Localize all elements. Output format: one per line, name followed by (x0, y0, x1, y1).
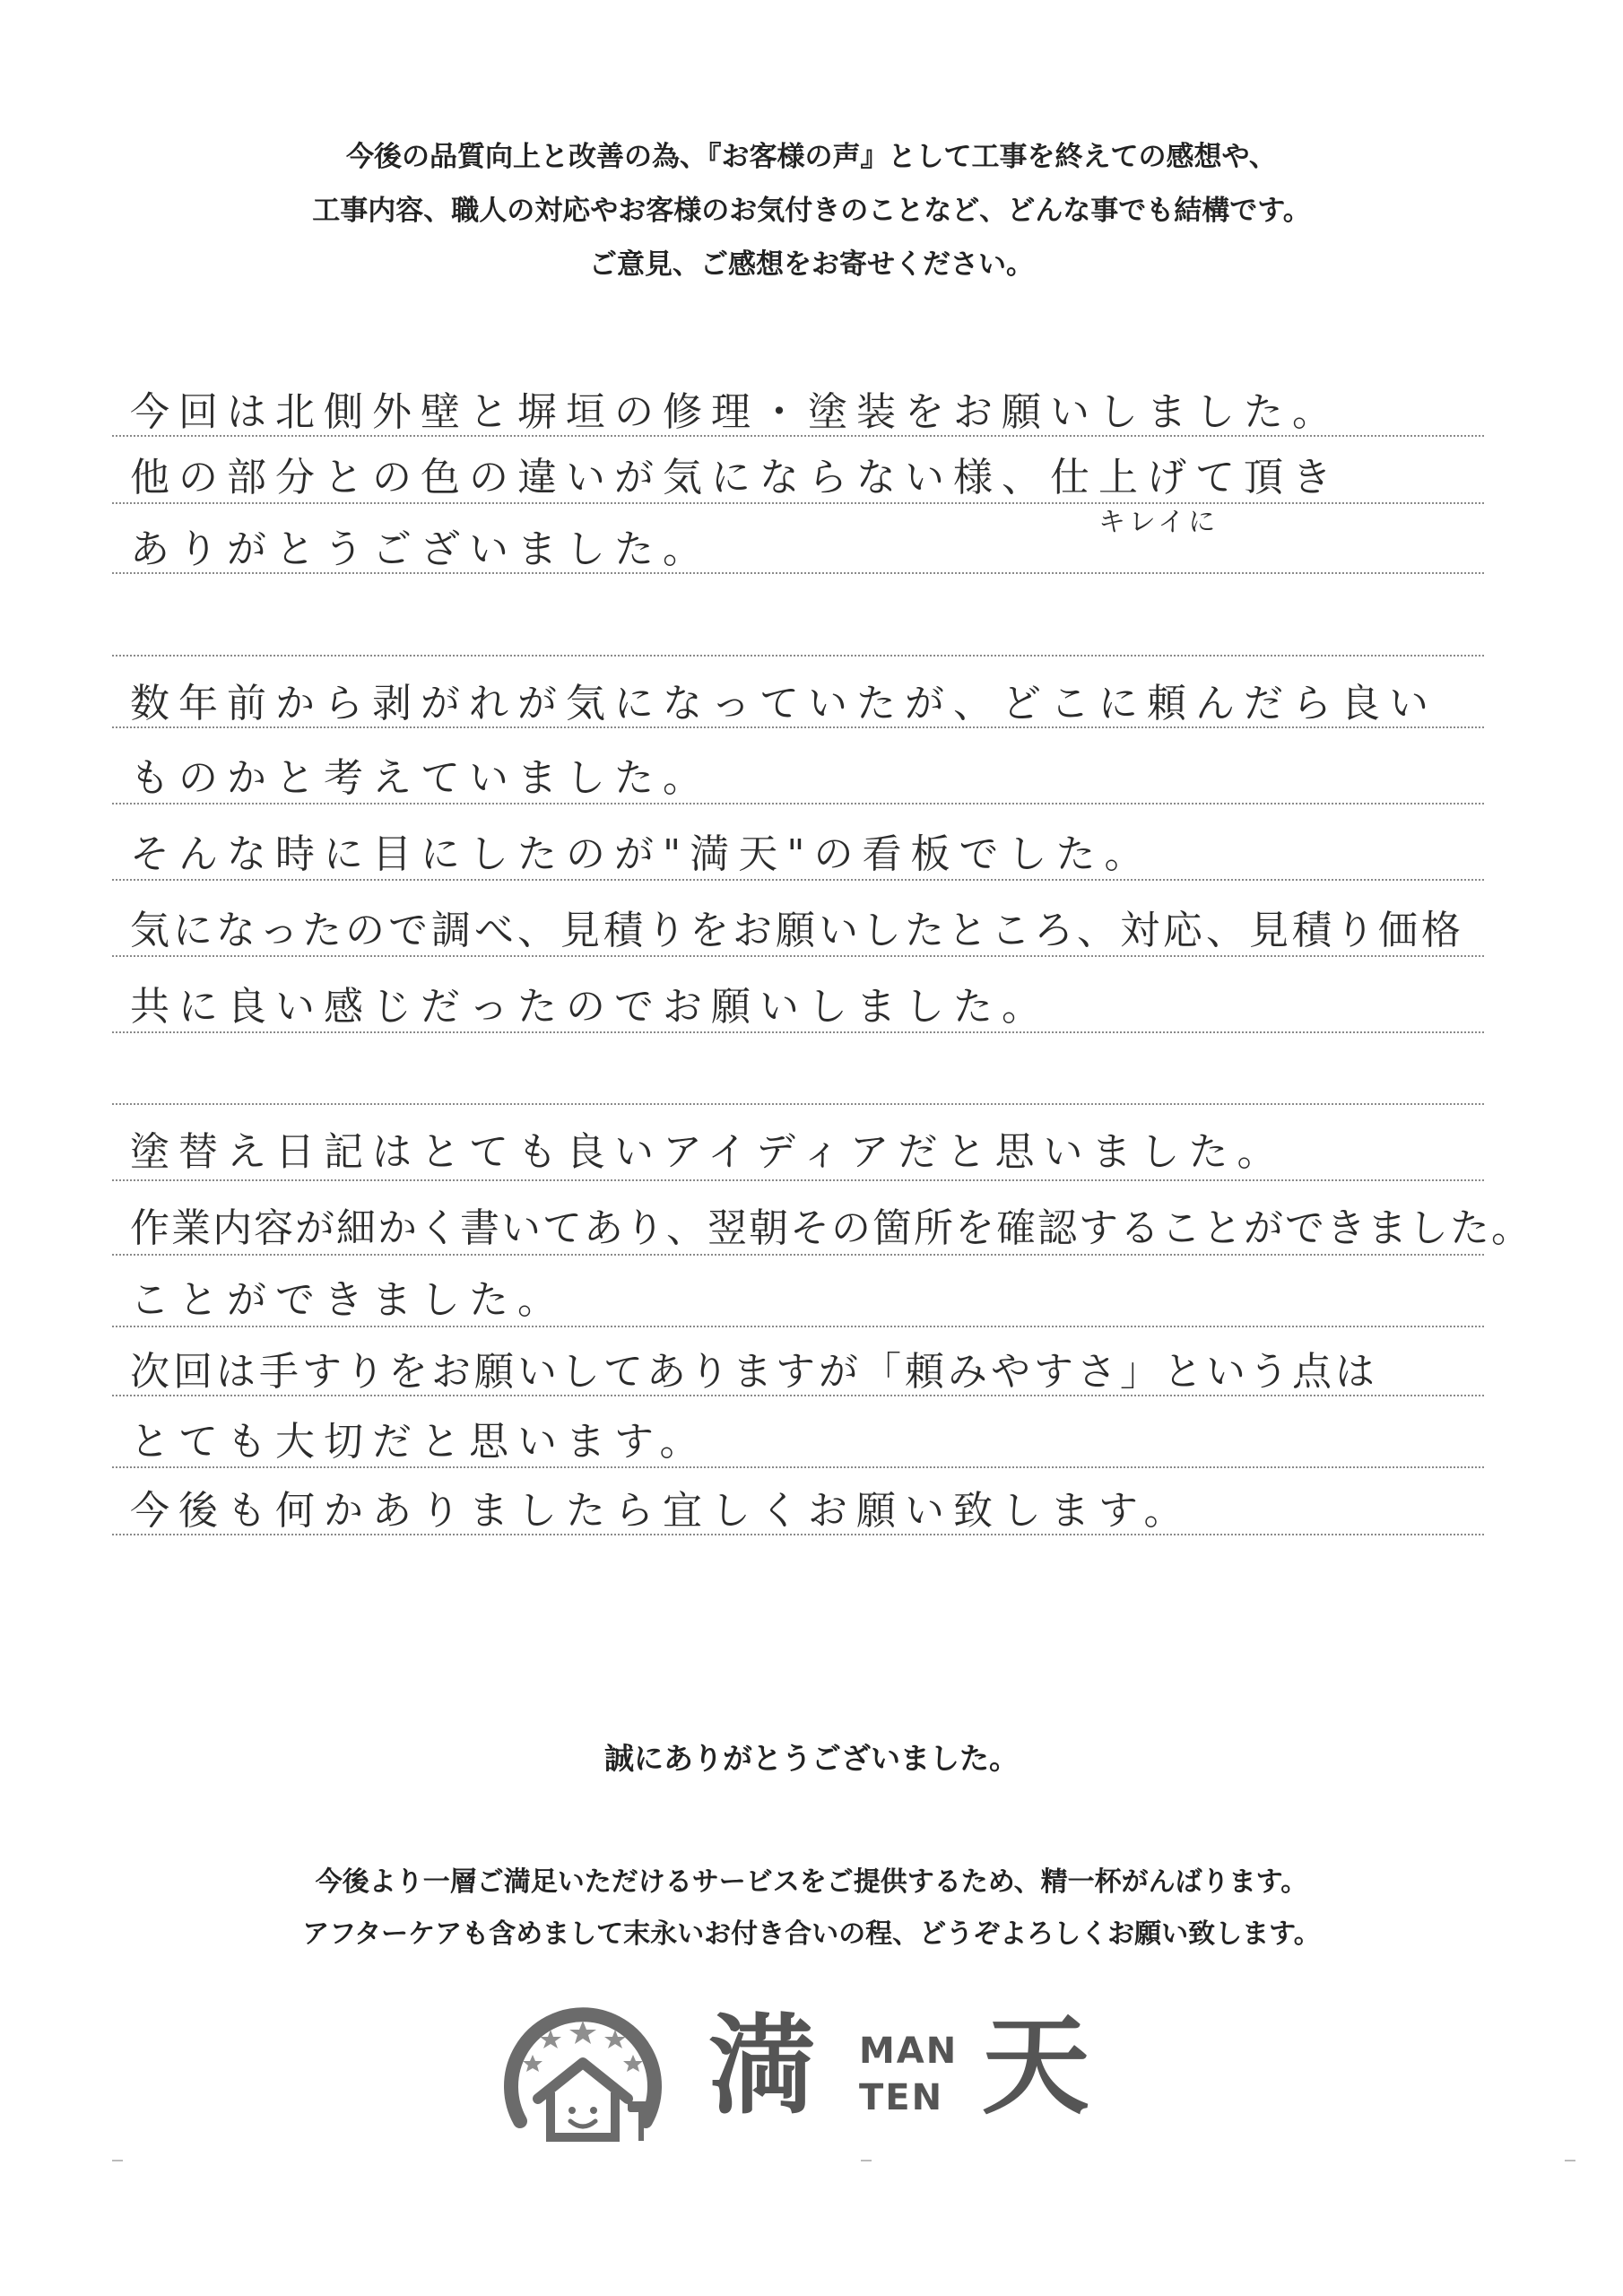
handwritten-line: そんな時に目にしたのが"満天"の看板でした。 (130, 831, 1153, 877)
handwritten-line: 他の部分との色の違いが気にならない様、仕上げて頂き (130, 455, 1341, 500)
ruled-line (112, 655, 1484, 657)
scan-mark (861, 2160, 872, 2161)
handwritten-line: 今後も何かありましたら宜しくお願い致します。 (130, 1488, 1193, 1534)
scan-mark (1565, 2160, 1575, 2161)
ruled-line (112, 1179, 1484, 1181)
handwritten-line: 作業内容が細かく書いてあり、翌朝その箇所を確認することができました。 (130, 1205, 1532, 1251)
ruled-line (112, 1395, 1484, 1396)
scan-mark (112, 2160, 123, 2161)
logo-kanji-ten: 天 (982, 2005, 1089, 2129)
ruled-line (112, 1466, 1484, 1468)
handwritten-insertion: キレイに (1098, 507, 1219, 538)
manten-logo (493, 1996, 1139, 2148)
handwritten-line: 共に良い感じだったのでお願いしました。 (130, 984, 1050, 1030)
handwritten-comment-area (112, 368, 1532, 1623)
handwritten-line: ことができました。 (130, 1277, 566, 1323)
logo-kanji-man: 満 (708, 2005, 816, 2129)
house-with-stars-logo-icon (493, 1996, 673, 2148)
ruled-line (112, 1326, 1484, 1327)
instructions-line-1: 今後の品質向上と改善の為、『お客様の声』として工事を終えての感想や、 (346, 141, 1277, 173)
ruled-line (112, 726, 1484, 728)
ruled-line (112, 435, 1484, 437)
ruled-line (112, 803, 1484, 804)
instructions-header (0, 130, 1623, 291)
thank-you-message: 誠にありがとうございました。 (604, 1741, 1019, 1776)
ruled-line (112, 502, 1484, 504)
company-message-line-1: 今後より一層ご満足いただけるサービスをご提供するため、精一杯がんばります。 (315, 1866, 1308, 1898)
handwritten-line: 塗替え日記はとても良いアイディアだと思いました。 (130, 1129, 1286, 1175)
logo-roman-ten: TEN (859, 2077, 944, 2118)
ruled-line (112, 1103, 1484, 1105)
handwritten-line: とても大切だと思います。 (130, 1419, 708, 1465)
handwritten-line: ありがとうございました。 (130, 526, 711, 572)
handwritten-line: ものかと考えていました。 (130, 755, 711, 801)
ruled-line (112, 572, 1484, 574)
company-message-line-2: アフターケアも含めまして末永いお付き合いの程、どうぞよろしくお願い致します。 (302, 1918, 1321, 1950)
instructions-line-2: 工事内容、職人の対応やお客様のお気付きのことなど、どんな事でも結構です。 (312, 195, 1311, 227)
ruled-line (112, 1031, 1484, 1033)
logo-roman-man: MAN (859, 2031, 959, 2072)
ruled-line (112, 1254, 1484, 1256)
ruled-line (112, 879, 1484, 881)
ruled-line (112, 1534, 1484, 1535)
handwritten-line: 数年前から剥がれが気になっていたが、どこに頼んだら良い (130, 681, 1437, 726)
handwritten-line: 次回は手すりをお願いしてありますが「頼みやすさ」という点は (130, 1349, 1378, 1395)
instructions-line-3: ご意見、ご感想をお寄せください。 (589, 248, 1034, 281)
handwritten-line: 気になったので調べ、見積りをお願いしたところ、対応、見積り価格 (130, 908, 1464, 953)
ruled-line (112, 955, 1484, 957)
company-message (0, 1857, 1623, 1961)
handwritten-line: 今回は北側外壁と塀垣の修理・塗装をお願いしました。 (130, 389, 1341, 435)
